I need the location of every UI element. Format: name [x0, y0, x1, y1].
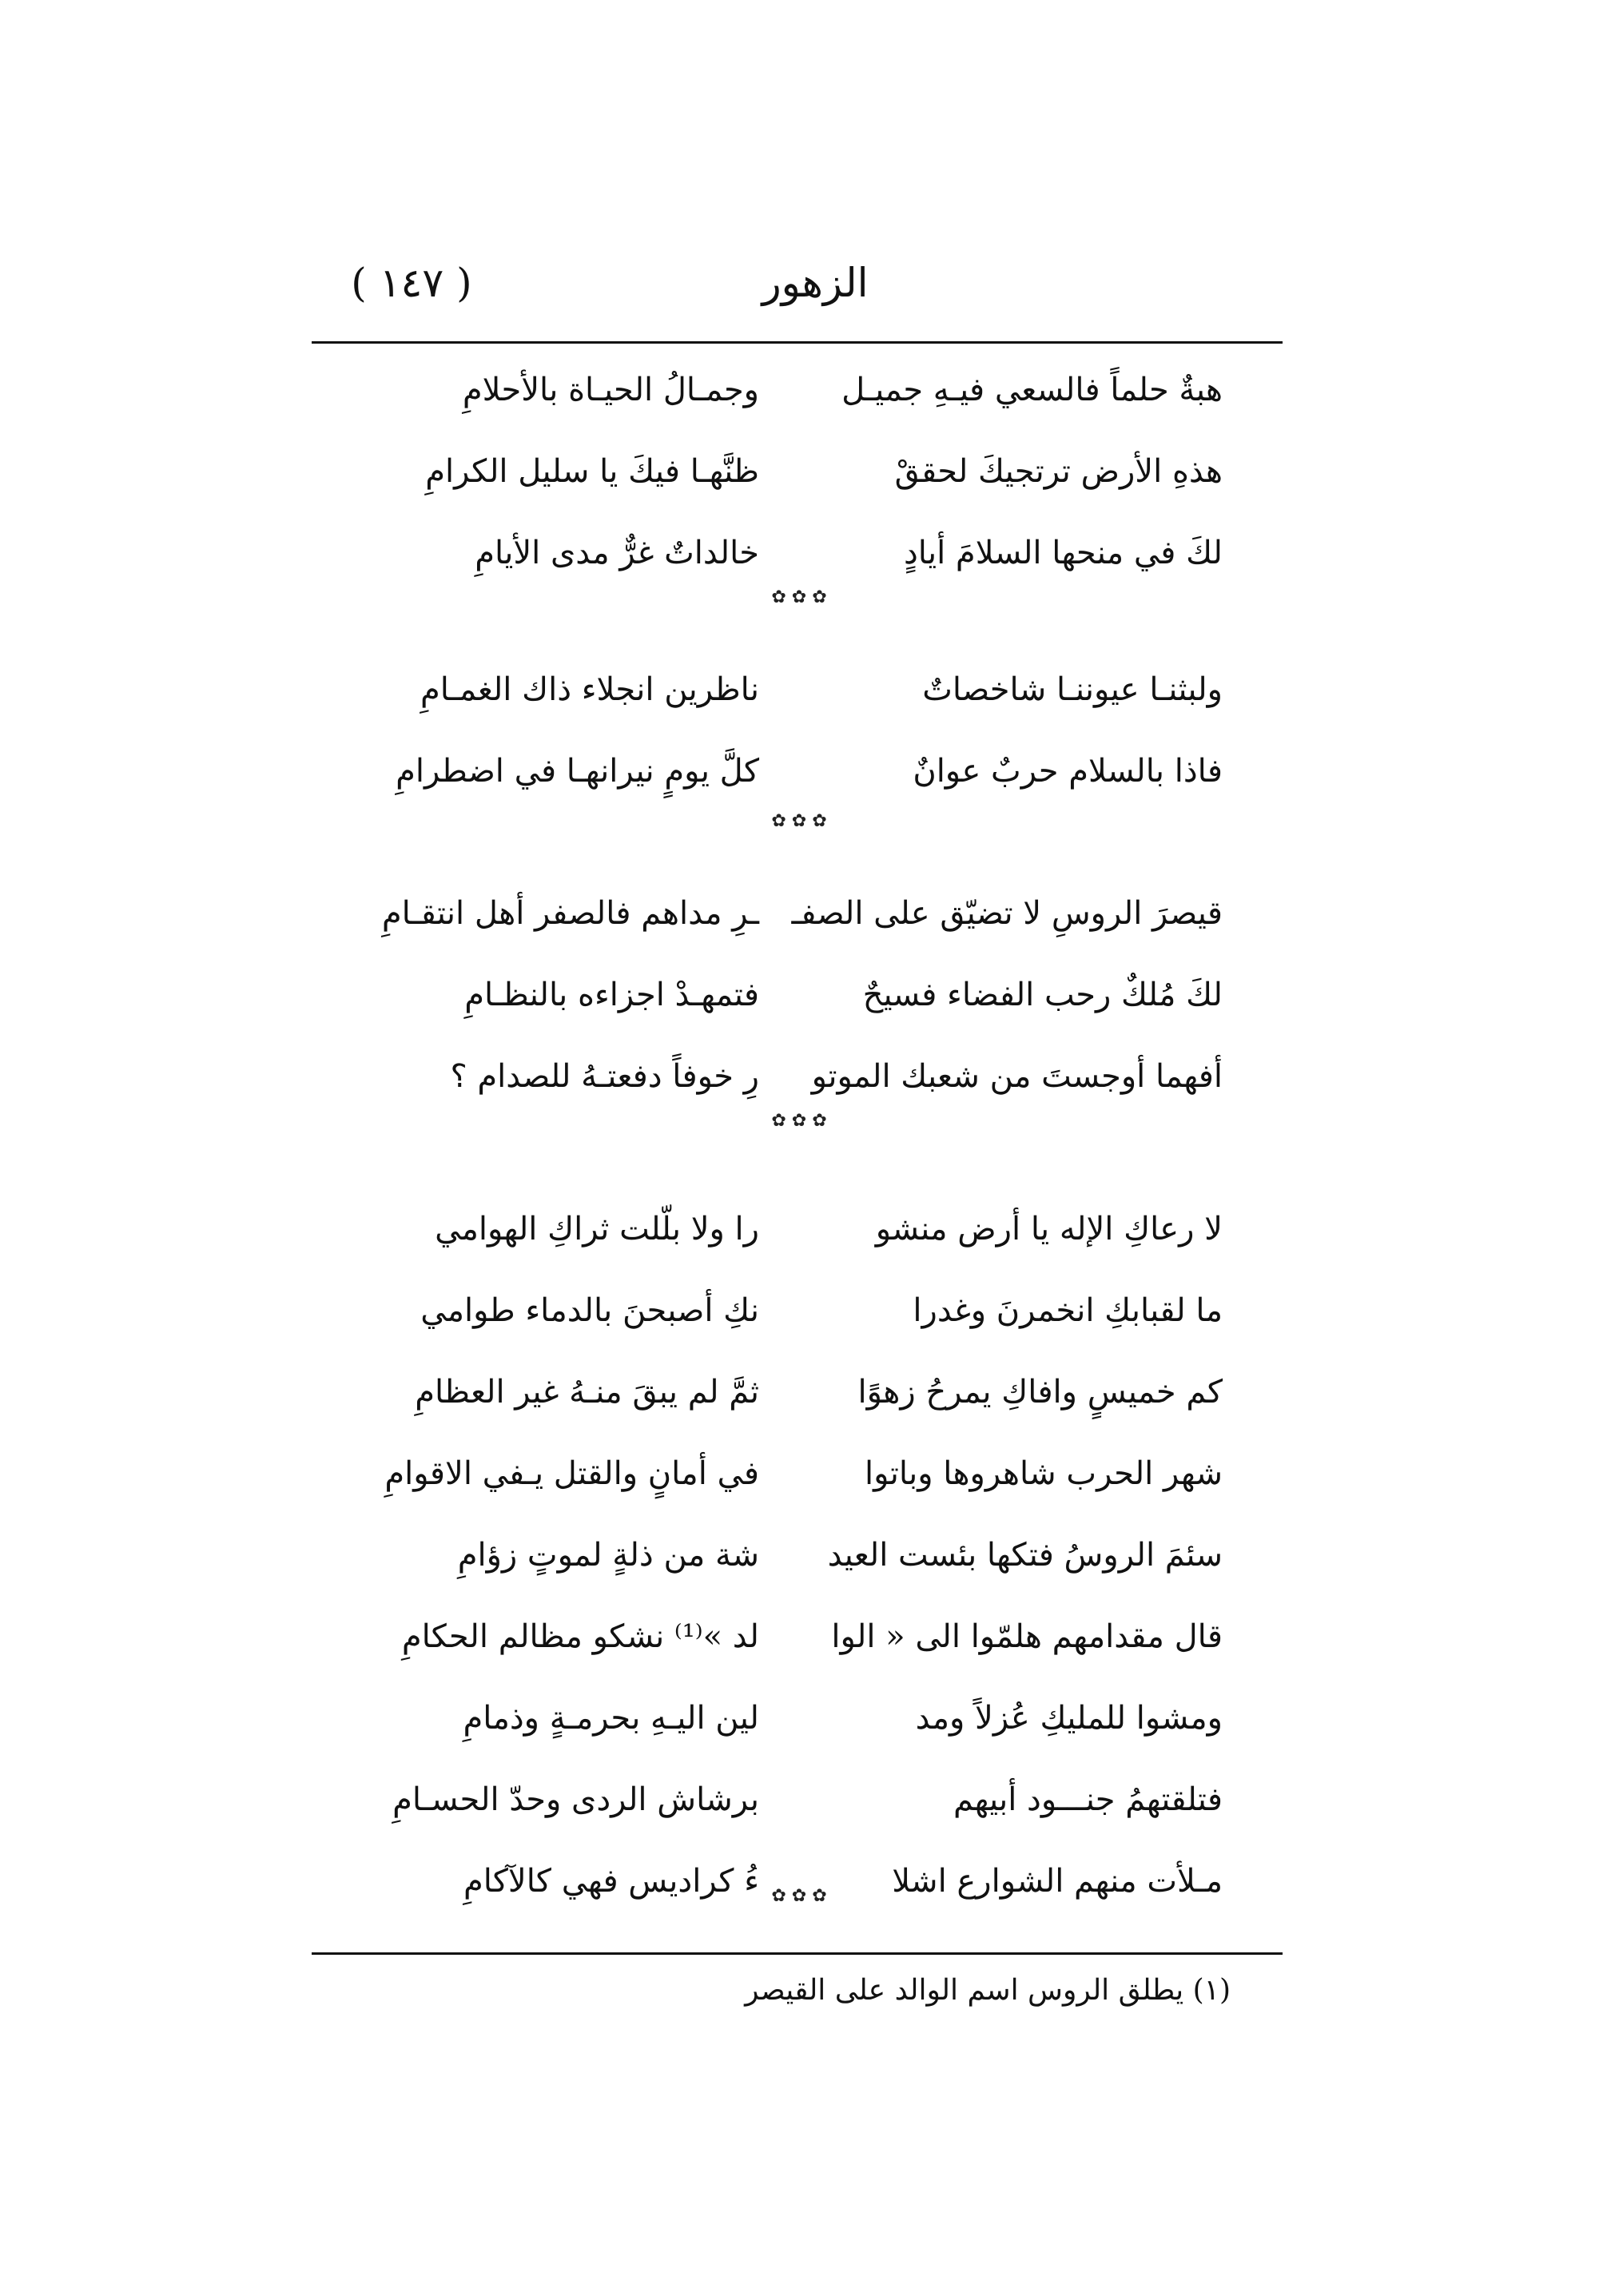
verse-first-hemistich: لكَ في منحها السلامَ أيادٍ [903, 535, 1223, 571]
verse [360, 1358, 1223, 1439]
verse-first-hemistich: أفهما أوجستَ من شعبك الموتو [811, 1058, 1223, 1095]
stanza-4 [360, 1195, 1223, 1928]
verse [360, 961, 1223, 1042]
verse [360, 1195, 1223, 1276]
footnote: (١) يطلق الروس اسم الوالد على القيصر [745, 1974, 1231, 2007]
verse-second-hemistich: را ولا بلّلت ثراكِ الهوامي [435, 1211, 759, 1247]
verse-second-hemistich: خالداتٌ غرٌّ مدى الأيامِ [475, 535, 759, 571]
verse-first-hemistich: قال مقدامهم هلمّوا الى « الوا [831, 1618, 1223, 1655]
verse [360, 1276, 1223, 1358]
verse [360, 1765, 1223, 1847]
verse-second-hemistich: نكِ أصبحنَ بالدماء طوامي [420, 1292, 759, 1329]
verse-first-hemistich: فتلقتهمُ جنـــود أبيهم [953, 1781, 1223, 1818]
stanza-2 [360, 655, 1223, 818]
verse-first-hemistich: لكَ مُلكٌ رحب الفضاء فسيحٌ [862, 977, 1223, 1013]
verse [360, 1521, 1223, 1602]
verse-second-hemistich: ناظرين انجلاء ذاك الغمـامِ [420, 671, 759, 708]
page-number: ( ١٤٧ ) [351, 260, 472, 306]
verse-second-hemistich: لد »⁽¹⁾ نشكو مظالم الحكامِ [401, 1618, 759, 1655]
verse-second-hemistich: كلَّ يومٍ نيرانهـا في اضطرامِ [396, 753, 759, 790]
verse-second-hemistich: رِ خوفاً دفعتـهُ للصدام ؟ [450, 1058, 759, 1095]
verse-second-hemistich: لين اليـهِ بحرمـةٍ وذمامِ [463, 1700, 759, 1737]
verse-first-hemistich: قيصرَ الروسِ لا تضيّق على الصفـ [791, 895, 1223, 932]
footnote-rule [312, 1952, 1283, 1955]
verse-second-hemistich: ءُ كراديس فهي كالآكامِ [463, 1863, 759, 1900]
verse-first-hemistich: كم خميسٍ وافاكِ يمرحُ زهوًا [857, 1374, 1223, 1411]
verse-second-hemistich: شة من ذلةٍ لموتٍ زؤامِ [457, 1537, 759, 1574]
verse-second-hemistich: برشاش الردى وحدّ الحسـامِ [392, 1781, 759, 1818]
stanza-3 [360, 879, 1223, 1124]
verse-second-hemistich: ثمَّ لم يبقَ منـهُ غير العظامِ [415, 1374, 759, 1411]
verse [360, 1602, 1223, 1684]
verse-second-hemistich: فتمهـدْ اجزاءه بالنظـامِ [464, 977, 759, 1013]
verse-second-hemistich: وجمـالُ الحيـاة بالأحلامِ [462, 372, 759, 408]
verse-first-hemistich: شهر الحرب شاهروها وباتوا [864, 1455, 1223, 1492]
verse-first-hemistich: سئمَ الروسُ فتكها بئست العيد [827, 1537, 1223, 1574]
verse [360, 356, 1223, 437]
header-rule [312, 341, 1283, 344]
verse-first-hemistich: هبةٌ حلماً فالسعي فيـهِ جميـل [841, 372, 1223, 408]
verse-second-hemistich: ـرِ مداهم فالصفر أهل انتقـامِ [381, 895, 759, 932]
asterism-divider: ✿ ✿ ✿ [771, 587, 827, 607]
verse-first-hemistich: مـلأت منهم الشوارع اشلا [892, 1863, 1223, 1900]
verse-first-hemistich: فاذا بالسلام حربٌ عوانٌ [913, 753, 1223, 790]
verse-first-hemistich: لا رعاكِ الإله يا أرض منشو [875, 1211, 1223, 1247]
verse [360, 437, 1223, 519]
asterism-divider: ✿ ✿ ✿ [771, 1111, 827, 1131]
asterism-divider: ✿ ✿ ✿ [771, 811, 827, 831]
verse [360, 737, 1223, 818]
asterism-divider: ✿ ✿ ✿ [771, 1886, 827, 1906]
verse-first-hemistich: ما لقبابكِ انخمرنَ وغدرا [913, 1292, 1223, 1329]
running-title: الزهور [762, 260, 869, 306]
verse [360, 879, 1223, 961]
stanza-1 [360, 356, 1223, 600]
verse-first-hemistich: ومشوا للمليكِ عُزلاً ومد [915, 1700, 1223, 1737]
verse-first-hemistich: ولبثنـا عيوننـا شاخصاتٌ [922, 671, 1223, 708]
verse-second-hemistich: ظنَّهـا فيكَ يا سليل الكرامِ [425, 453, 759, 490]
verse-first-hemistich: هذهِ الأرض ترتجيكَ لحققْ [894, 453, 1223, 490]
verse-second-hemistich: في أمانٍ والقتل يـفي الاقوامِ [384, 1455, 759, 1492]
verse [360, 1439, 1223, 1521]
verse [360, 655, 1223, 737]
verse [360, 1684, 1223, 1765]
